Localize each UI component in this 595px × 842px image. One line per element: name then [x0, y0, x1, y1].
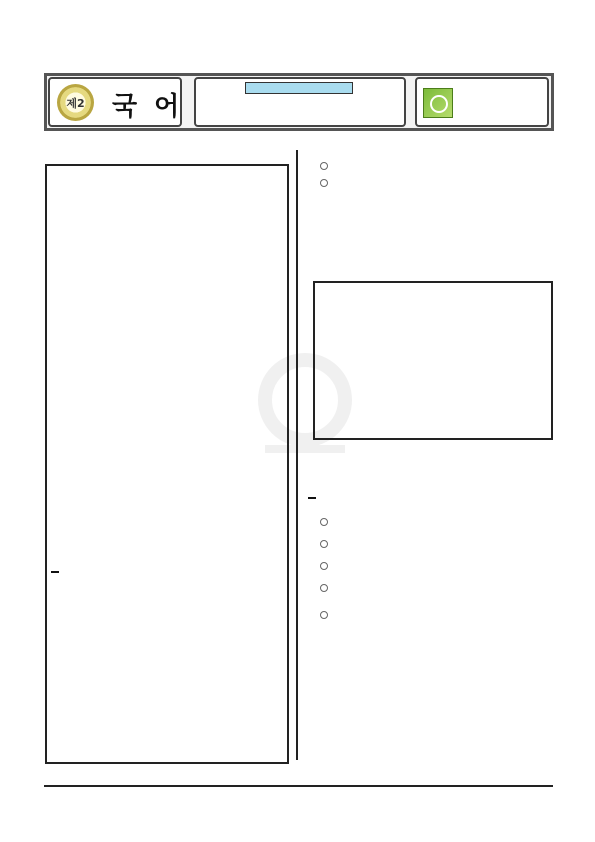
answer-choice[interactable] [308, 162, 552, 171]
choice-marker-icon [320, 540, 328, 548]
brand-logo [423, 88, 453, 118]
choice-marker-icon [320, 518, 328, 526]
question-2-stem [308, 254, 552, 257]
passage-paragraph-2 [51, 266, 283, 296]
subject-title: 국 어 [112, 92, 184, 122]
passage-paragraph-4 [51, 543, 283, 588]
question-stem-line-with-marker [308, 493, 552, 502]
question-3 [308, 493, 552, 630]
passage-paragraph-1 [51, 179, 283, 197]
choice-marker-icon [320, 179, 328, 187]
passage-paragraph-3 [51, 362, 283, 407]
answer-choice[interactable] [308, 611, 552, 630]
choice-marker-icon [320, 162, 328, 170]
passage-paragraph-5 [51, 670, 283, 688]
choice-marker-icon [320, 584, 328, 592]
passage-line-with-marker [51, 567, 283, 576]
question-1 [308, 151, 552, 188]
answer-choice[interactable] [308, 584, 552, 603]
footer-divider [44, 785, 553, 787]
answer-choice[interactable] [308, 179, 552, 188]
underlined-marker [308, 497, 316, 499]
bogi-content [318, 284, 550, 310]
answer-choice[interactable] [308, 540, 552, 554]
exam-seal-emblem [57, 84, 94, 121]
answer-choice[interactable] [308, 562, 552, 576]
choice-marker-icon [320, 611, 328, 619]
answer-choice[interactable] [308, 518, 552, 532]
underlined-marker [51, 571, 59, 573]
seal-text: 제2 [66, 96, 85, 110]
column-divider [296, 150, 298, 760]
choice-marker-icon [320, 562, 328, 570]
exam-tag [245, 82, 353, 94]
